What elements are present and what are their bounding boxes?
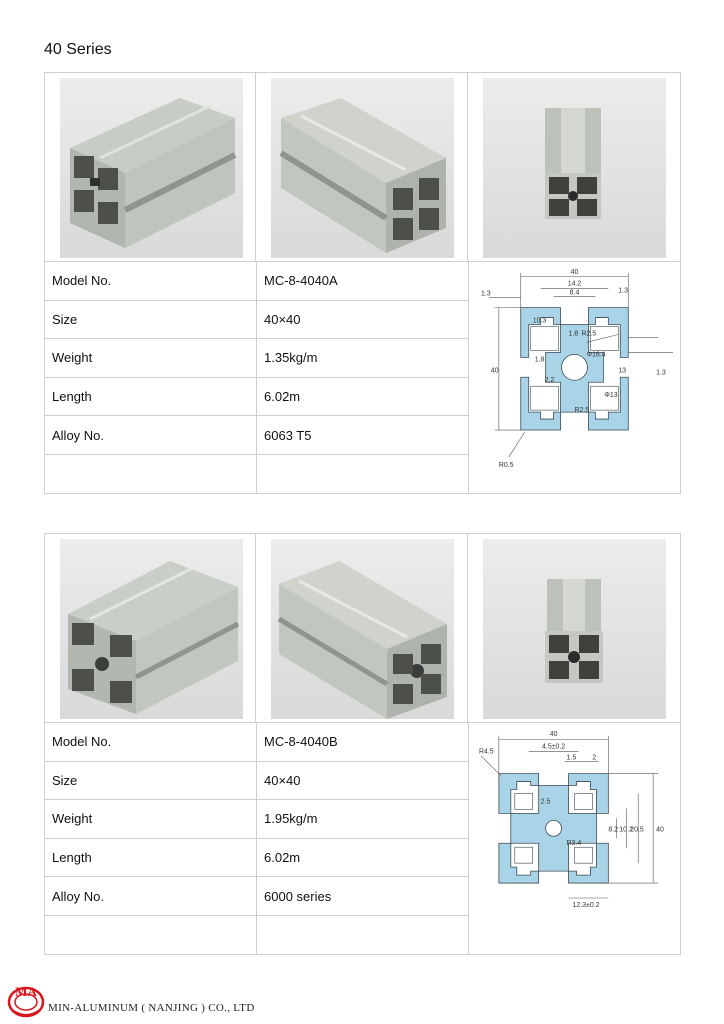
profile-photo-angle-left [60,539,243,719]
spec-value [257,916,468,955]
spec-row-empty [45,916,468,955]
spec-label: Size [45,762,257,800]
spec-value: 6063 T5 [264,427,312,443]
profile-photo-front [483,78,666,258]
spec-value: 6000 series [264,888,332,904]
spec-label [45,455,257,494]
spec-label: Weight [45,800,257,838]
dim-label: 1.3 [480,290,491,298]
profile-photo-angle-right [271,78,454,258]
dim-label: 40 [656,826,664,834]
spec-label: Weight [45,339,257,377]
dim-label: Φ13 [604,392,618,400]
dim-label: R2.5 [574,407,590,415]
spec-table [45,723,469,955]
logo-text: MA [15,984,37,999]
footer [4,976,304,1024]
dim-label: 10.3 [532,317,547,325]
profile-outline [499,774,608,883]
dim-label: 13 [618,367,627,375]
spec-label: Size [45,301,257,339]
product-block-a [44,72,681,494]
dim-overall-width: 40 [570,268,579,276]
spec-label: Model No. [45,262,257,300]
dim-label: 4.5±0.2 [542,743,566,751]
spec-row-length [45,839,468,878]
spec-value: 40×40 [264,772,301,788]
product-block-b [44,533,681,955]
page-title: 40 Series [44,41,112,58]
cross-section-drawing [469,262,680,494]
dim-label: R3.4 [566,840,582,848]
spec-row-alloy [45,416,468,455]
photo-row [45,73,680,262]
dim-label: 10.2 [619,826,633,834]
spec-row-model [45,262,468,301]
profile-photo-front [483,539,666,719]
spec-value: 6.02m [264,389,301,405]
spec-row-size [45,301,468,340]
dim-label: 12.3±0.2 [572,901,600,909]
dim-label: 1.3 [656,369,666,377]
dim-label: 2.5 [540,798,551,806]
dim-label: Φ16.4 [586,351,606,359]
spec-row-empty [45,455,468,494]
spec-value: 1.35kg/m [264,350,318,366]
spec-label: Model No. [45,723,257,761]
spec-row-length [45,378,468,417]
spec-value [257,455,468,494]
dim-label: 8.2 [608,826,619,834]
dim-label: 1.8 [534,356,545,364]
spec-row-weight [45,800,468,839]
dim-label: 2 [592,754,597,762]
spec-label [45,916,257,955]
dim-label: R2.5 [581,330,597,338]
spec-row-model [45,723,468,762]
spec-value: 40×40 [264,311,301,327]
dim-label: 1.3 [618,287,628,295]
spec-value: 1.95kg/m [264,811,318,827]
dim-label: 1.8 [568,330,579,338]
dim-label: 8.4 [569,289,580,297]
dim-label: 1.5 [566,754,577,762]
profile-photo-angle-right [271,539,454,719]
dim-label: 14.2 [567,280,582,288]
spec-label: Alloy No. [45,416,257,454]
dim-label: 2.2 [544,377,555,385]
dim-overall-width: 40 [549,730,558,738]
spec-label: Length [45,839,257,877]
profile-photo-angle-left [60,78,243,258]
spec-value: MC-8-4040B [264,734,338,750]
spec-value: MC-8-4040A [264,273,338,289]
dim-label: 40 [490,367,499,375]
company-name: MIN-ALUMINUM ( NANJING ) CO., LTD [48,1002,255,1014]
spec-label: Length [45,378,257,416]
spec-label: Alloy No. [45,877,257,915]
spec-table [45,262,469,494]
spec-row-weight [45,339,468,378]
photo-row [45,534,680,723]
dim-label: R0.5 [498,461,514,469]
spec-row-alloy [45,877,468,916]
dim-label: R4.5 [478,748,494,756]
dim-label: 20.5 [630,826,644,834]
spec-value: 6.02m [264,850,301,866]
company-logo [6,976,48,1022]
spec-row-size [45,762,468,801]
cross-section-drawing [469,723,680,955]
